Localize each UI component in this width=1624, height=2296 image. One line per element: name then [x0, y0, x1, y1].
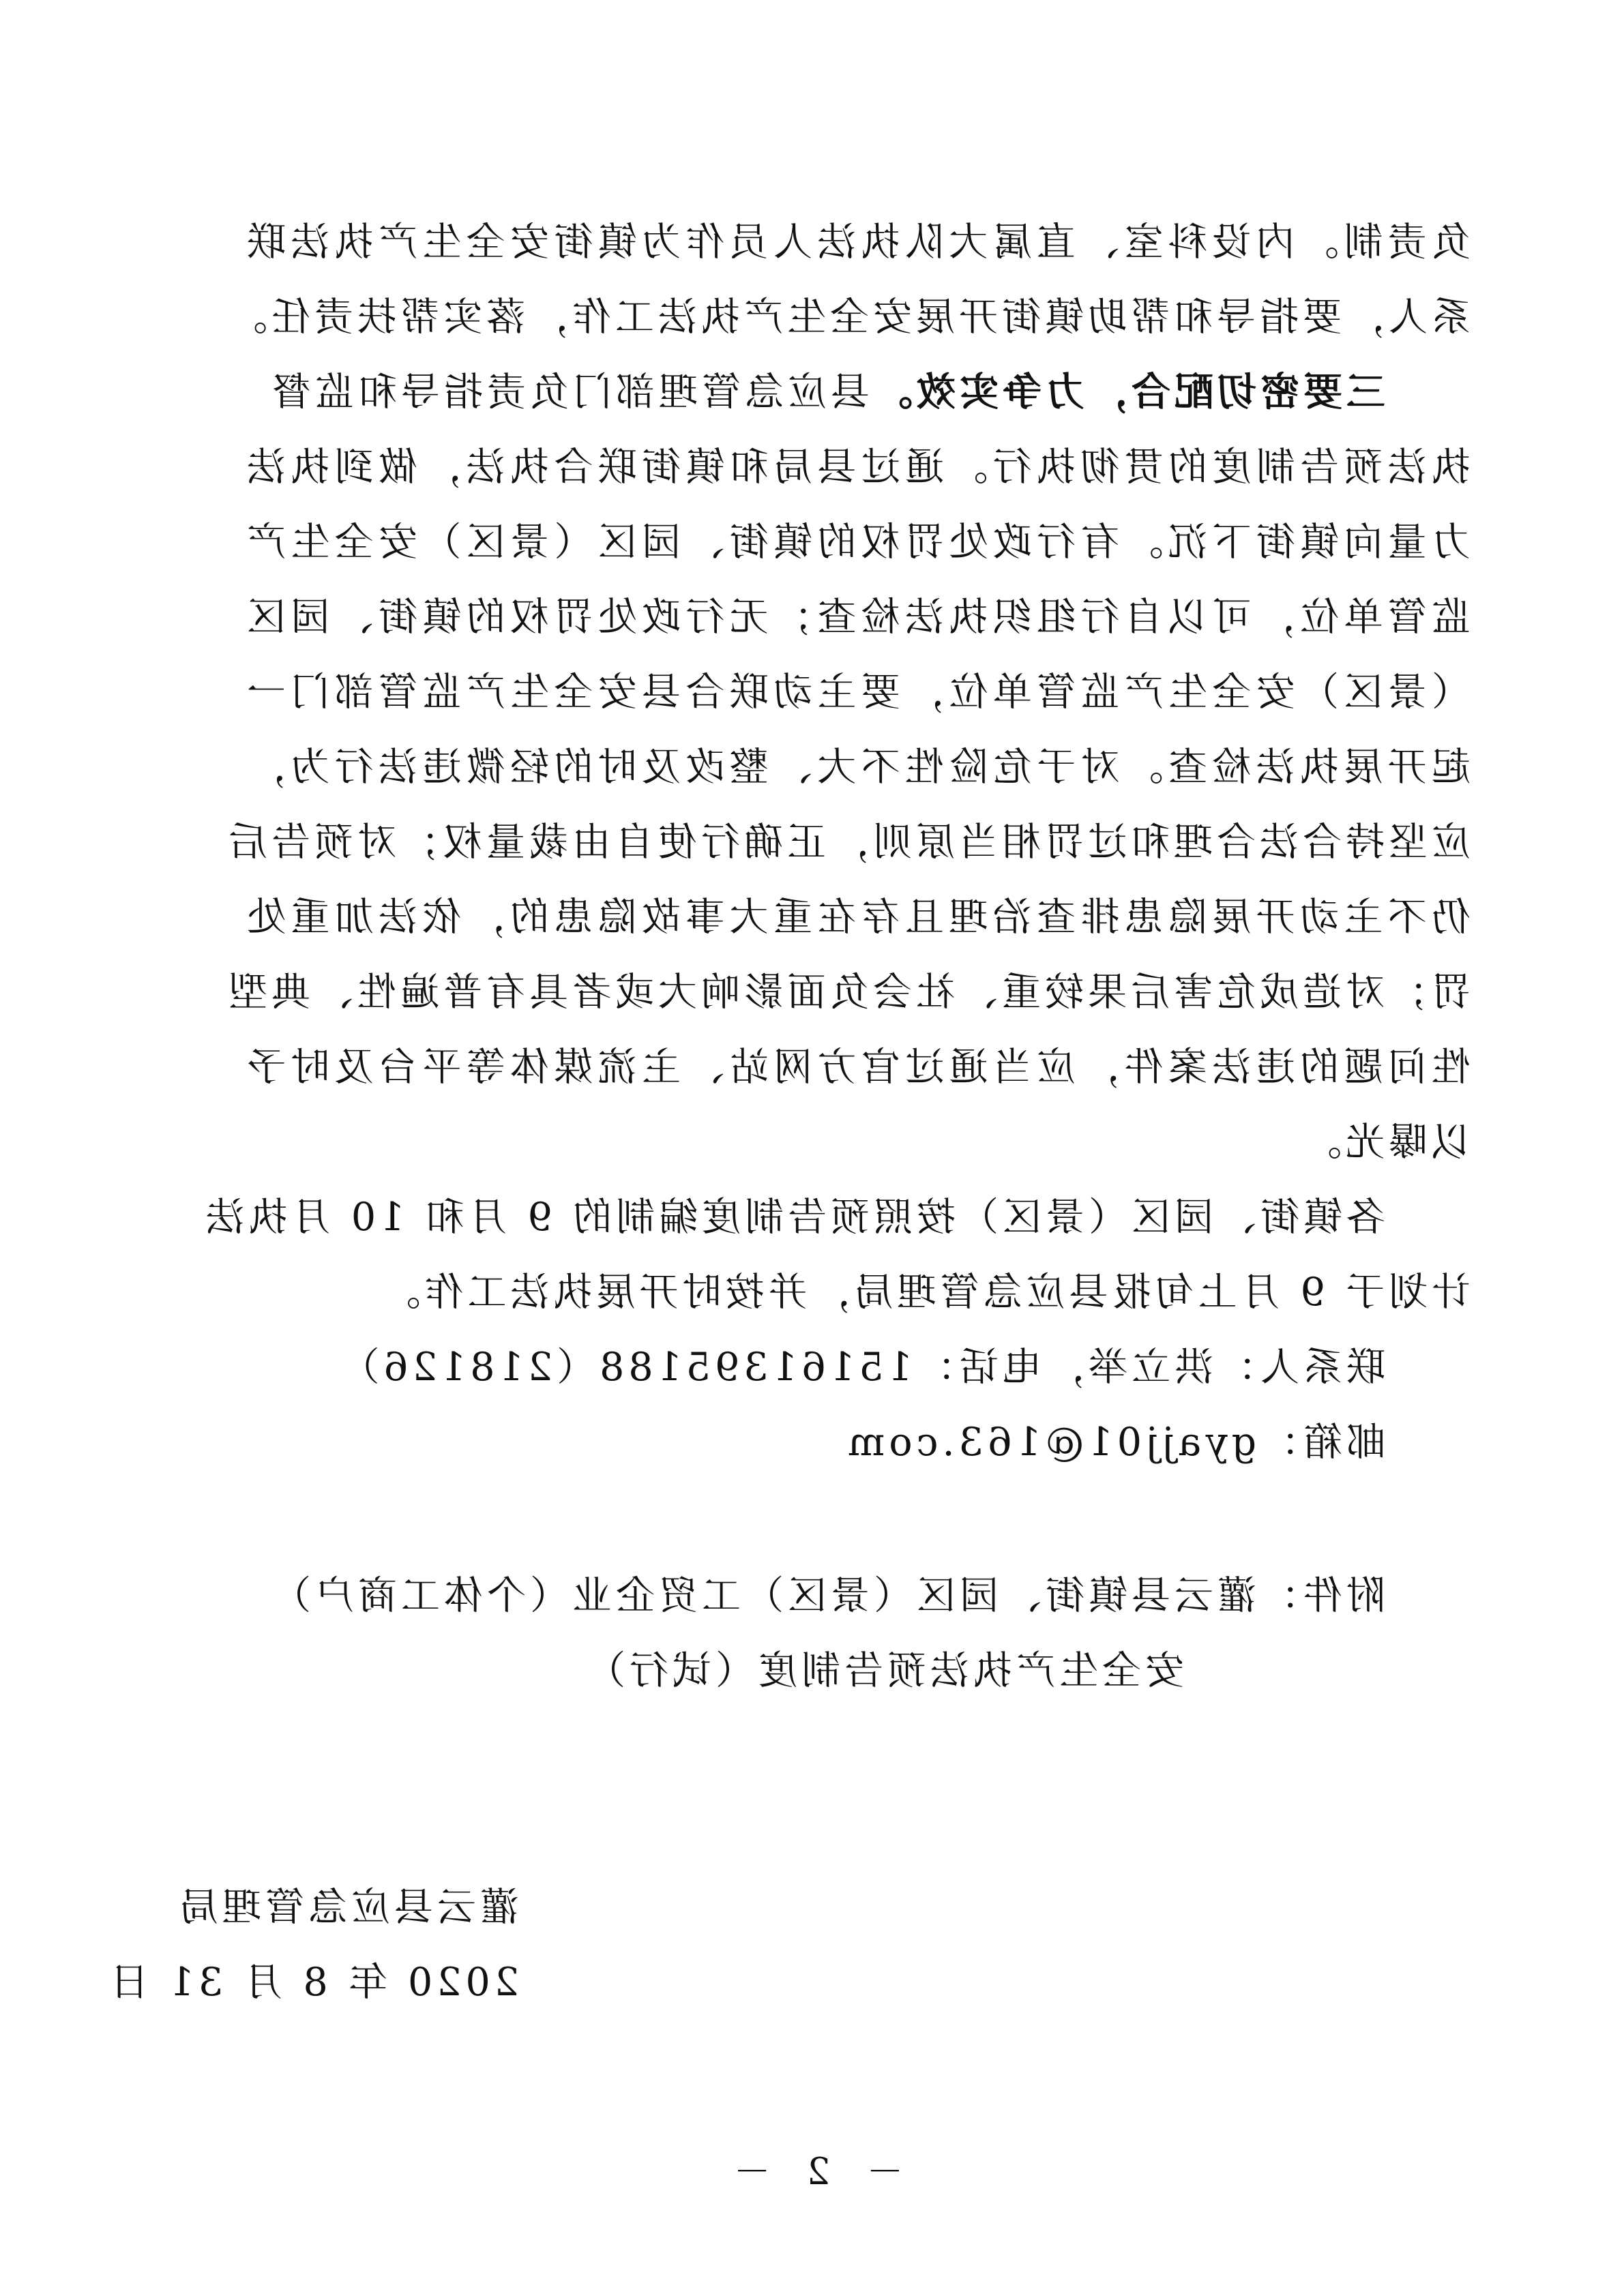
paragraph2-line-2: 计划于 9 月上旬报县应急管理局，并按时开展执法工作。	[377, 1270, 1471, 1315]
section3-line-9: 性问题的违法案件，应当通过官方网站、主流媒体等平台及时予	[243, 1045, 1471, 1090]
section3-line-4: （景区）安全生产监管单位，要主动联合县安全生产监管部门一	[243, 670, 1471, 715]
signature-date: 2020 年 8 月 31 日	[106, 1960, 519, 2005]
section3-line-2: 力量向镇街下沉。有行政处罚权的镇街、园区（景区）安全生产	[243, 520, 1471, 565]
section3-heading: 三要密切配合，力争实效。	[870, 369, 1385, 415]
signature-org: 灌云县应急管理局	[175, 1885, 519, 1930]
section3-line-7: 仍不主动开展隐患排查治理且存在重大事故隐患的，依法加重处	[243, 895, 1471, 940]
attachment-line-2: 安全生产执法预告制度（试行）	[582, 1648, 1184, 1693]
section3-line-10: 以曝光。	[1299, 1120, 1471, 1165]
section3-heading-rest: 县应急管理部门负责指导和监督	[268, 370, 870, 415]
attachment-line-1: 附件：灌云县镇街、园区（景区）工贸企业（个体工商户）	[268, 1573, 1385, 1618]
section3-line-1: 执法预告制度的贯彻执行。通过县局和镇街联合执法，做到执法	[243, 445, 1471, 490]
body-line-1: 负责制。内设科室、直属大队执法人员作为镇街安全生产执法联	[243, 220, 1471, 265]
contact-email: 邮箱：gyajj01@163.com	[844, 1420, 1385, 1465]
contact-person: 联系人：洪立举，电话：15161395188（218126）	[336, 1345, 1385, 1390]
paragraph2-line-1: 各镇街、园区（景区）按照预告制度编制的 9 月和 10 月执法	[201, 1195, 1385, 1240]
section3-line-3: 监管单位，可以自行组织执法检查；无行政处罚权的镇街、园区	[243, 595, 1471, 640]
section3-line-6: 应坚持合法合理和过罚相当原则，正确行使自由裁量权；对预告后	[224, 820, 1471, 865]
section3-heading-line	[243, 368, 1385, 416]
body-line-2: 系人，要指导和帮助镇街开展安全生产执法工作，落实帮扶责任。	[224, 295, 1471, 340]
page-number: － 2 －	[721, 2150, 904, 2193]
section3-line-8: 罚；对造成危害后果较重、社会负面影响大或者具有普遍性、典型	[224, 970, 1471, 1015]
section3-line-5: 起开展执法检查。对于危险性不大、整改及时的轻微违法行为，	[243, 745, 1471, 790]
